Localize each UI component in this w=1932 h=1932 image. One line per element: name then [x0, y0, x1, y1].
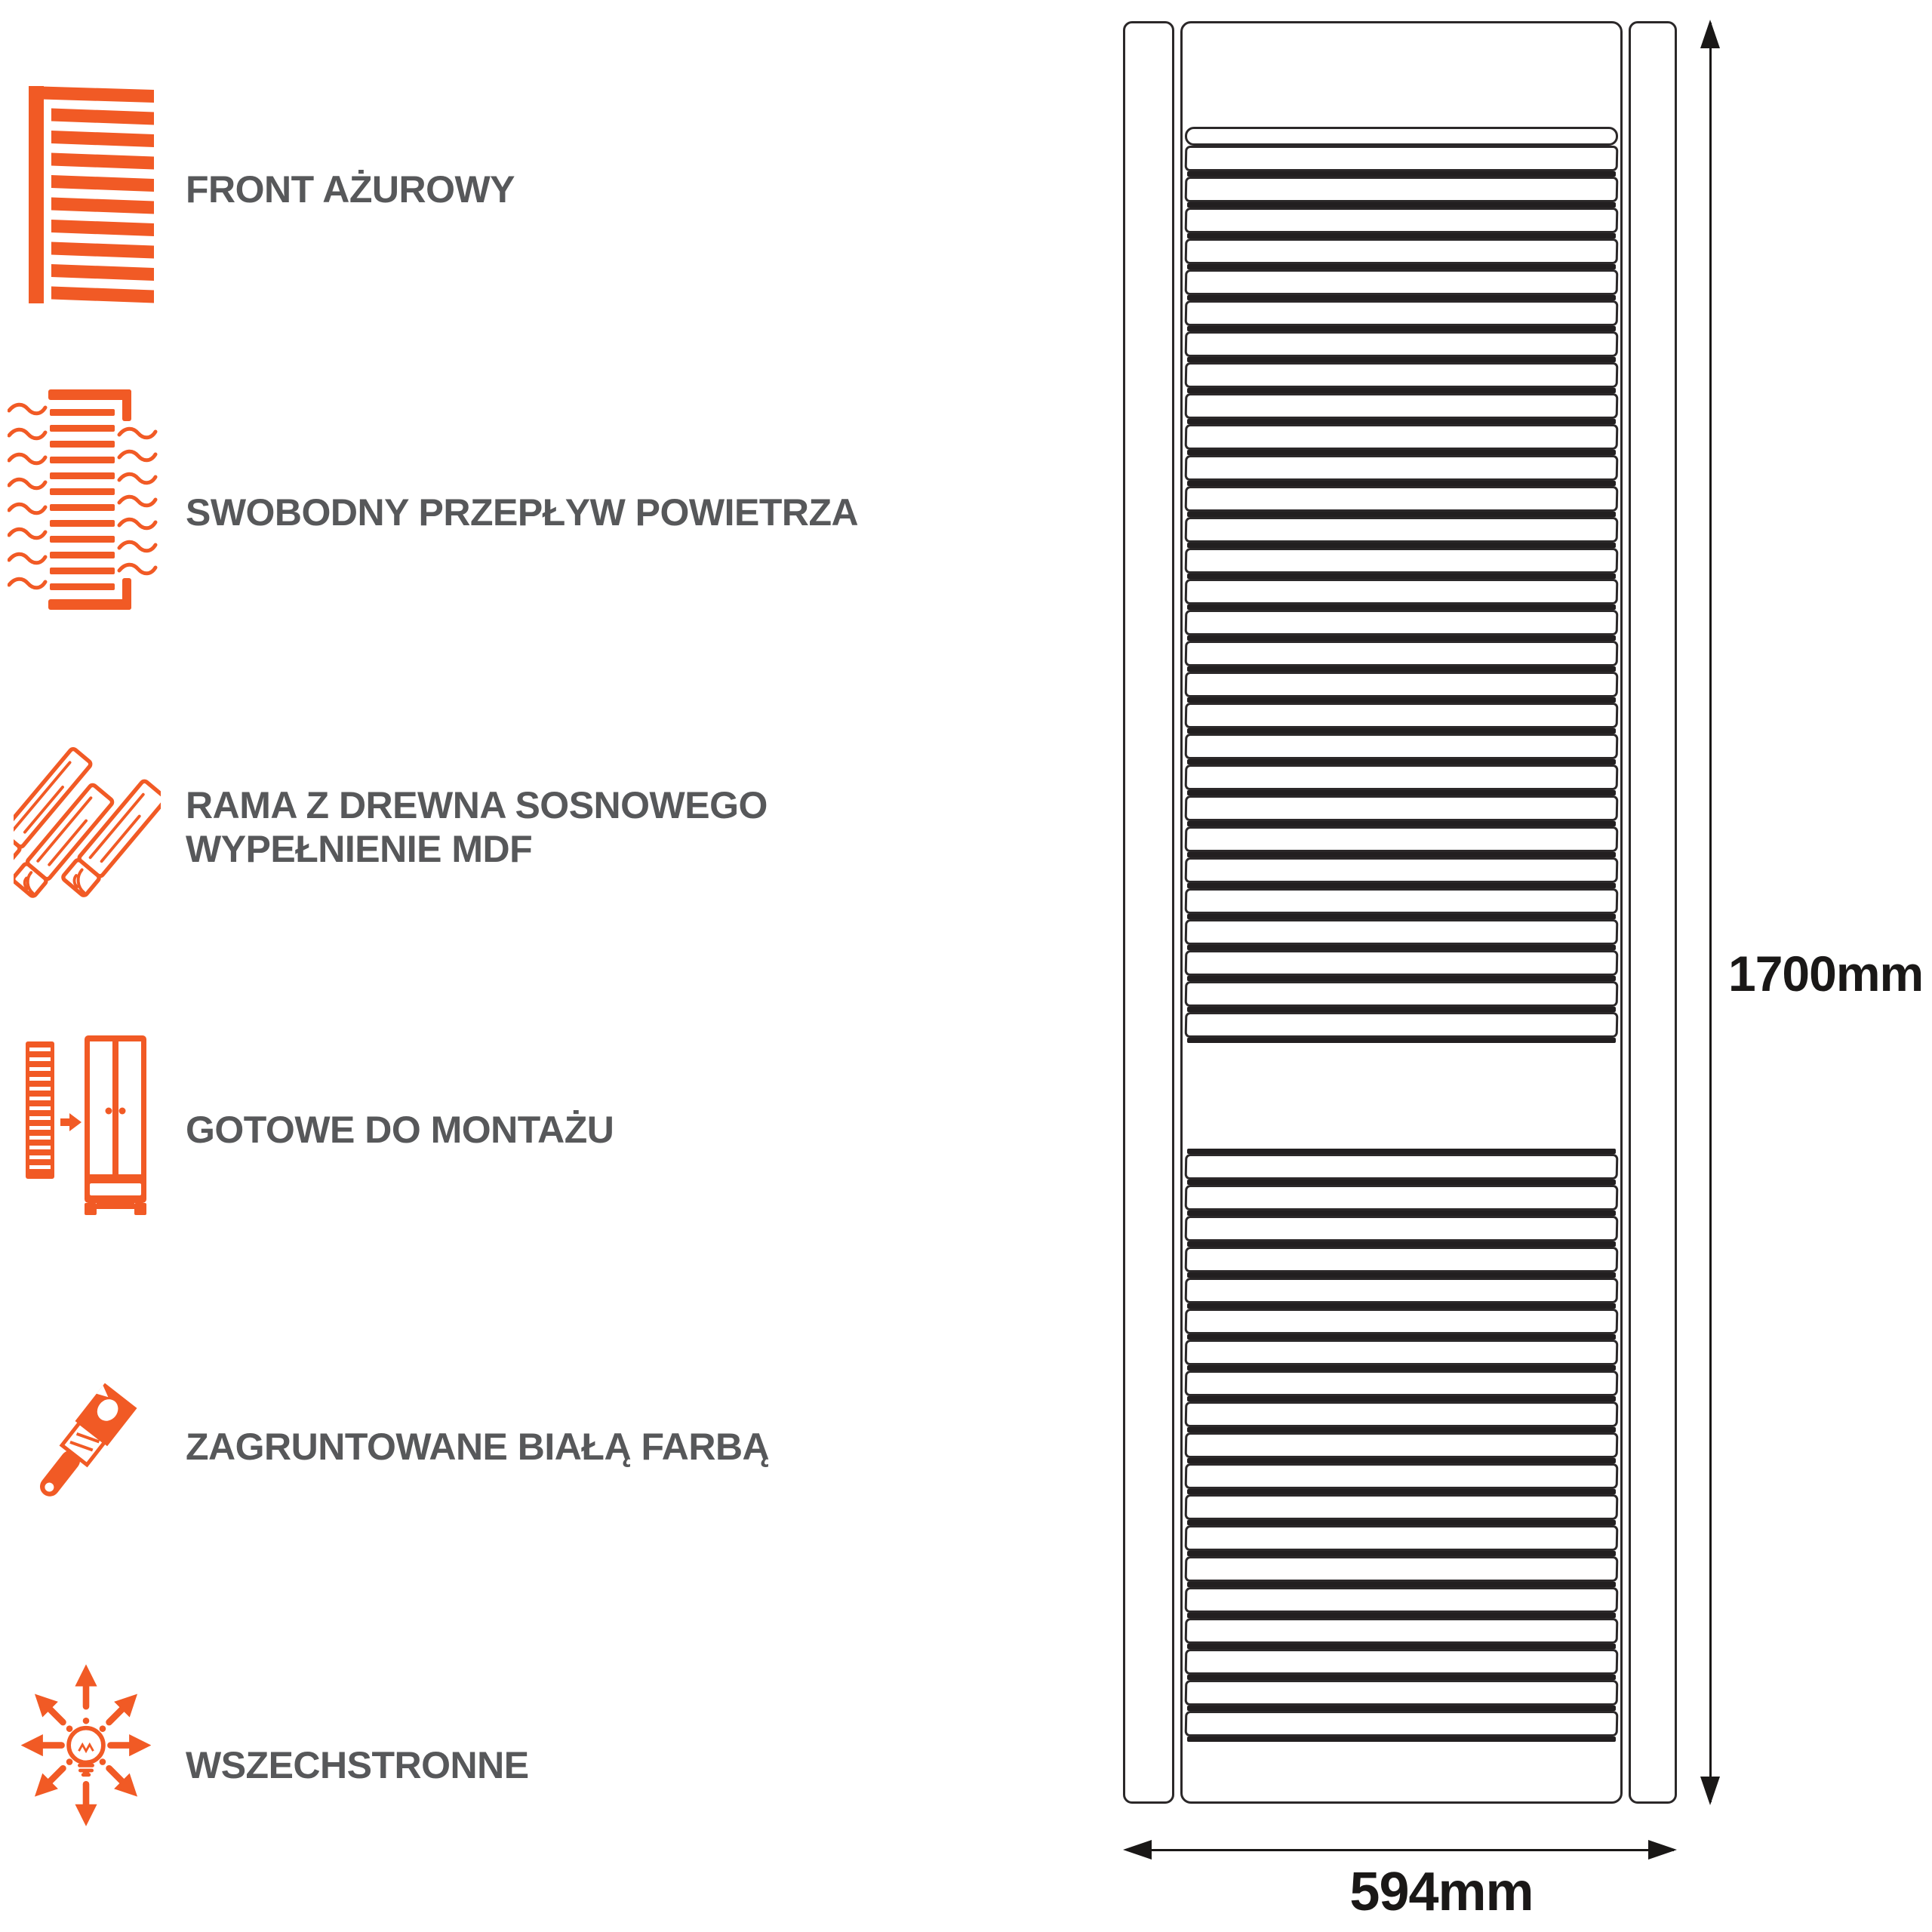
- door-louver-panel: [1180, 21, 1623, 1804]
- airflow-icon: [8, 386, 158, 617]
- louver-front-icon: [29, 85, 157, 309]
- louver-slat: [1185, 1556, 1619, 1582]
- slat-gap: [1187, 790, 1616, 795]
- louver-slat: [1185, 703, 1619, 728]
- slat-gap: [1187, 1520, 1616, 1525]
- slat-gap: [1187, 1613, 1616, 1618]
- louver-slat: [1185, 1525, 1619, 1551]
- slat-gap: [1187, 945, 1616, 950]
- louver-slat: [1185, 579, 1619, 605]
- louver-slat: [1185, 981, 1619, 1007]
- slat-gap: [1187, 264, 1616, 269]
- slat-gap: [1187, 450, 1616, 455]
- versatile-bulb-icon: [21, 1660, 151, 1837]
- wood-planks-icon: [14, 731, 161, 903]
- louver-slat: [1185, 177, 1619, 202]
- louver-slat: [1185, 1432, 1619, 1458]
- louver-slat: [1185, 1216, 1619, 1241]
- slat-gap: [1187, 481, 1616, 486]
- slat-gap: [1187, 1644, 1616, 1649]
- louver-slat: [1185, 146, 1619, 171]
- slat-gap: [1187, 728, 1616, 734]
- slat-gap: [1187, 357, 1616, 362]
- slat-gap: [1187, 1458, 1616, 1463]
- slat-gap: [1187, 1582, 1616, 1587]
- slat-gap: [1187, 852, 1616, 857]
- feature-label: FRONT AŻUROWY: [186, 168, 515, 211]
- louver-slat: [1185, 455, 1619, 481]
- height-dimension-line: [1709, 23, 1712, 1802]
- slat-gap: [1187, 171, 1616, 177]
- louver-slat: [1185, 1711, 1619, 1737]
- slat-gap: [1187, 635, 1616, 641]
- slat-gap: [1187, 666, 1616, 672]
- arrow-left-icon: [1123, 1840, 1152, 1860]
- door-to-wardrobe-icon: [26, 1035, 146, 1220]
- louver-slat: [1185, 362, 1619, 388]
- louver-slat: [1185, 919, 1619, 945]
- louver-slat: [1185, 1278, 1619, 1303]
- slat-gap: [1187, 914, 1616, 919]
- slat-group-bottom: [1183, 1149, 1620, 1742]
- slat-gap: [1187, 574, 1616, 579]
- slat-group-top: [1183, 146, 1620, 1043]
- feature-label: SWOBODNY PRZEPŁYW POWIETRZA: [186, 491, 859, 534]
- slat-gap: [1187, 1211, 1616, 1216]
- slat-gap: [1187, 1489, 1616, 1494]
- louver-slat: [1185, 672, 1619, 697]
- louver-slat: [1185, 1494, 1619, 1520]
- slat-gap: [1187, 1706, 1616, 1711]
- slat-gap: [1187, 1396, 1616, 1401]
- slat-gap: [1187, 388, 1616, 393]
- louver-slat: [1185, 734, 1619, 759]
- height-dimension-label: 1700mm: [1728, 946, 1924, 1001]
- louver-slat: [1185, 888, 1619, 914]
- slat-gap: [1187, 1303, 1616, 1309]
- slat-gap: [1187, 976, 1616, 981]
- louver-slat: [1185, 393, 1619, 419]
- louver-slat: [1185, 331, 1619, 357]
- slat-gap: [1187, 1180, 1616, 1185]
- louver-slat: [1185, 1649, 1619, 1675]
- slat-gap: [1187, 1427, 1616, 1432]
- slat-gap: [1187, 1007, 1616, 1012]
- louver-slat: [1185, 1309, 1619, 1334]
- width-dimension-label: 594mm: [1349, 1862, 1534, 1922]
- arrow-up-icon: [1700, 20, 1720, 48]
- slat-gap: [1187, 1241, 1616, 1247]
- feature-label: [186, 783, 768, 871]
- slat-gap: [1187, 512, 1616, 517]
- feature-label: WSZECHSTRONNE: [186, 1744, 529, 1786]
- louver-slat: [1185, 548, 1619, 574]
- louver-slat: [1185, 1587, 1619, 1613]
- feature-label-line2: WYPEŁNIENIE MDF: [186, 828, 533, 870]
- louver-slat: [1185, 826, 1619, 852]
- louver-slat: [1185, 795, 1619, 821]
- louver-slat: [1185, 1012, 1619, 1038]
- louver-slat: [1185, 1371, 1619, 1396]
- slat-gap: [1187, 233, 1616, 238]
- slat-gap: [1187, 419, 1616, 424]
- louver-slat: [1185, 1463, 1619, 1489]
- louver-slat: [1185, 764, 1619, 790]
- slat-gap: [1187, 697, 1616, 703]
- slat-gap: [1187, 202, 1616, 208]
- louver-slat: [1185, 208, 1619, 233]
- louver-slat: [1185, 238, 1619, 264]
- top-thin-slat: [1185, 127, 1618, 146]
- slat-gap: [1187, 1038, 1616, 1043]
- slat-gap: [1187, 1365, 1616, 1371]
- louver-slat: [1185, 641, 1619, 666]
- arrow-down-icon: [1700, 1777, 1720, 1805]
- arrow-right-icon: [1648, 1840, 1677, 1860]
- louver-slat: [1185, 1618, 1619, 1644]
- louver-slat: [1185, 1247, 1619, 1272]
- louver-slat: [1185, 610, 1619, 635]
- slat-gap: [1187, 1675, 1616, 1680]
- louver-slat: [1185, 950, 1619, 976]
- slat-gap: [1187, 295, 1616, 300]
- slat-gap: [1187, 1149, 1616, 1154]
- paintbrush-icon: [23, 1343, 143, 1536]
- louver-slat: [1185, 1401, 1619, 1427]
- slat-gap: [1187, 326, 1616, 331]
- louver-slat: [1185, 857, 1619, 883]
- feature-label: ZAGRUNTOWANE BIAŁĄ FARBĄ: [186, 1426, 770, 1468]
- louver-slat: [1185, 517, 1619, 543]
- louver-slat: [1185, 424, 1619, 450]
- slat-gap: [1187, 1334, 1616, 1340]
- louver-slat: [1185, 1154, 1619, 1180]
- feature-label-line1: RAMA Z DREWNA SOSNOWEGO: [186, 784, 768, 826]
- slat-gap: [1187, 821, 1616, 826]
- slat-gap: [1187, 1737, 1616, 1742]
- feature-label: GOTOWE DO MONTAŻU: [186, 1109, 614, 1151]
- louver-door-drawing: [1123, 21, 1677, 1804]
- door-left-stile: [1123, 21, 1174, 1804]
- width-dimension-line: [1129, 1849, 1674, 1851]
- door-right-stile: [1629, 21, 1677, 1804]
- louver-slat: [1185, 1680, 1619, 1706]
- louver-slat: [1185, 486, 1619, 512]
- slat-gap: [1187, 1551, 1616, 1556]
- louver-slat: [1185, 300, 1619, 326]
- louver-slat: [1185, 1185, 1619, 1211]
- slat-gap: [1187, 883, 1616, 888]
- slat-gap: [1187, 543, 1616, 548]
- slat-gap: [1187, 1272, 1616, 1278]
- louver-slat: [1185, 1340, 1619, 1365]
- louver-slat: [1185, 269, 1619, 295]
- slat-gap: [1187, 605, 1616, 610]
- slat-gap: [1187, 759, 1616, 764]
